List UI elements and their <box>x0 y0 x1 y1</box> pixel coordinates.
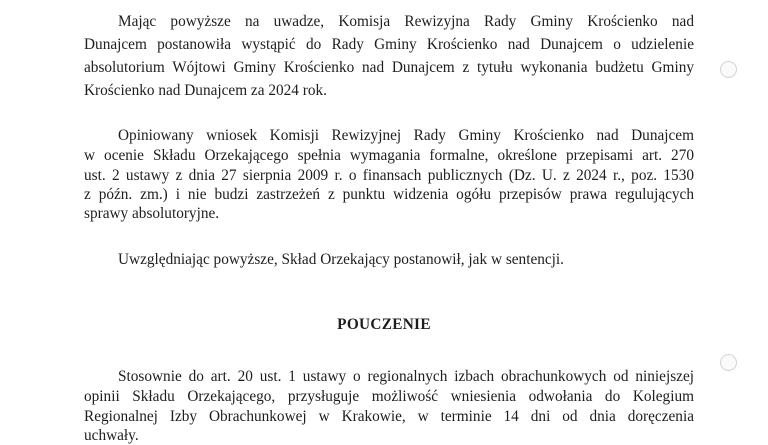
paragraph-4-line-4: uchwały. <box>84 427 139 444</box>
paragraph-2-line-3: ust. 2 ustawy z dnia 27 sierpnia 2009 r. o finansach publicznych (Dz. U. z 2024 r., poz. 1530 <box>84 167 694 184</box>
paragraph-2-line-1: Opiniowany wniosek Komisji Rewizyjnej Rady Gminy Krościenko nad Dunajcem <box>118 127 694 144</box>
punch-hole-bottom <box>720 354 737 371</box>
paragraph-2-line-2: w ocenie Składu Orzekającego spełnia wymagania formalne, określone przepisami art. 270 <box>84 147 694 164</box>
paragraph-2-line-5: sprawy absolutoryjne. <box>84 205 220 222</box>
punch-hole-top <box>720 61 737 78</box>
paragraph-1-line-2: Dunajcem postanowiła wystąpić do Rady Gminy Krościenko nad Dunajcem o udzielenie <box>84 36 694 53</box>
section-heading: POUCZENIE <box>337 316 431 333</box>
paragraph-4-line-3: Regionalnej Izby Obrachunkowej w Krakowie, w terminie 14 dni od dnia doręczenia <box>84 408 694 425</box>
paragraph-1-line-3: absolutorium Wójtowi Gminy Krościenko nad Dunajcem z tytułu wykonania budżetu Gminy <box>84 59 694 76</box>
paragraph-1-line-1: Mając powyższe na uwadze, Komisja Rewizyjna Rady Gminy Krościenko nad <box>118 13 694 30</box>
paragraph-2-line-4: z późn. zm.) i nie budzi zastrzeżeń z punktu widzenia ogółu przepisów prawa regulujących <box>84 186 694 203</box>
paragraph-1-line-4: Krościenko nad Dunajcem za 2024 rok. <box>84 82 327 99</box>
paragraph-3: Uwzględniając powyższe, Skład Orzekający postanowił, jak w sentencji. <box>118 251 565 268</box>
paragraph-4-line-1: Stosownie do art. 20 ust. 1 ustawy o regionalnych izbach obrachunkowych od niniejszej <box>118 368 694 385</box>
paragraph-4-line-2: opinii Składu Orzekającego, przysługuje możliwość wniesienia odwołania do Kolegium <box>84 388 694 405</box>
